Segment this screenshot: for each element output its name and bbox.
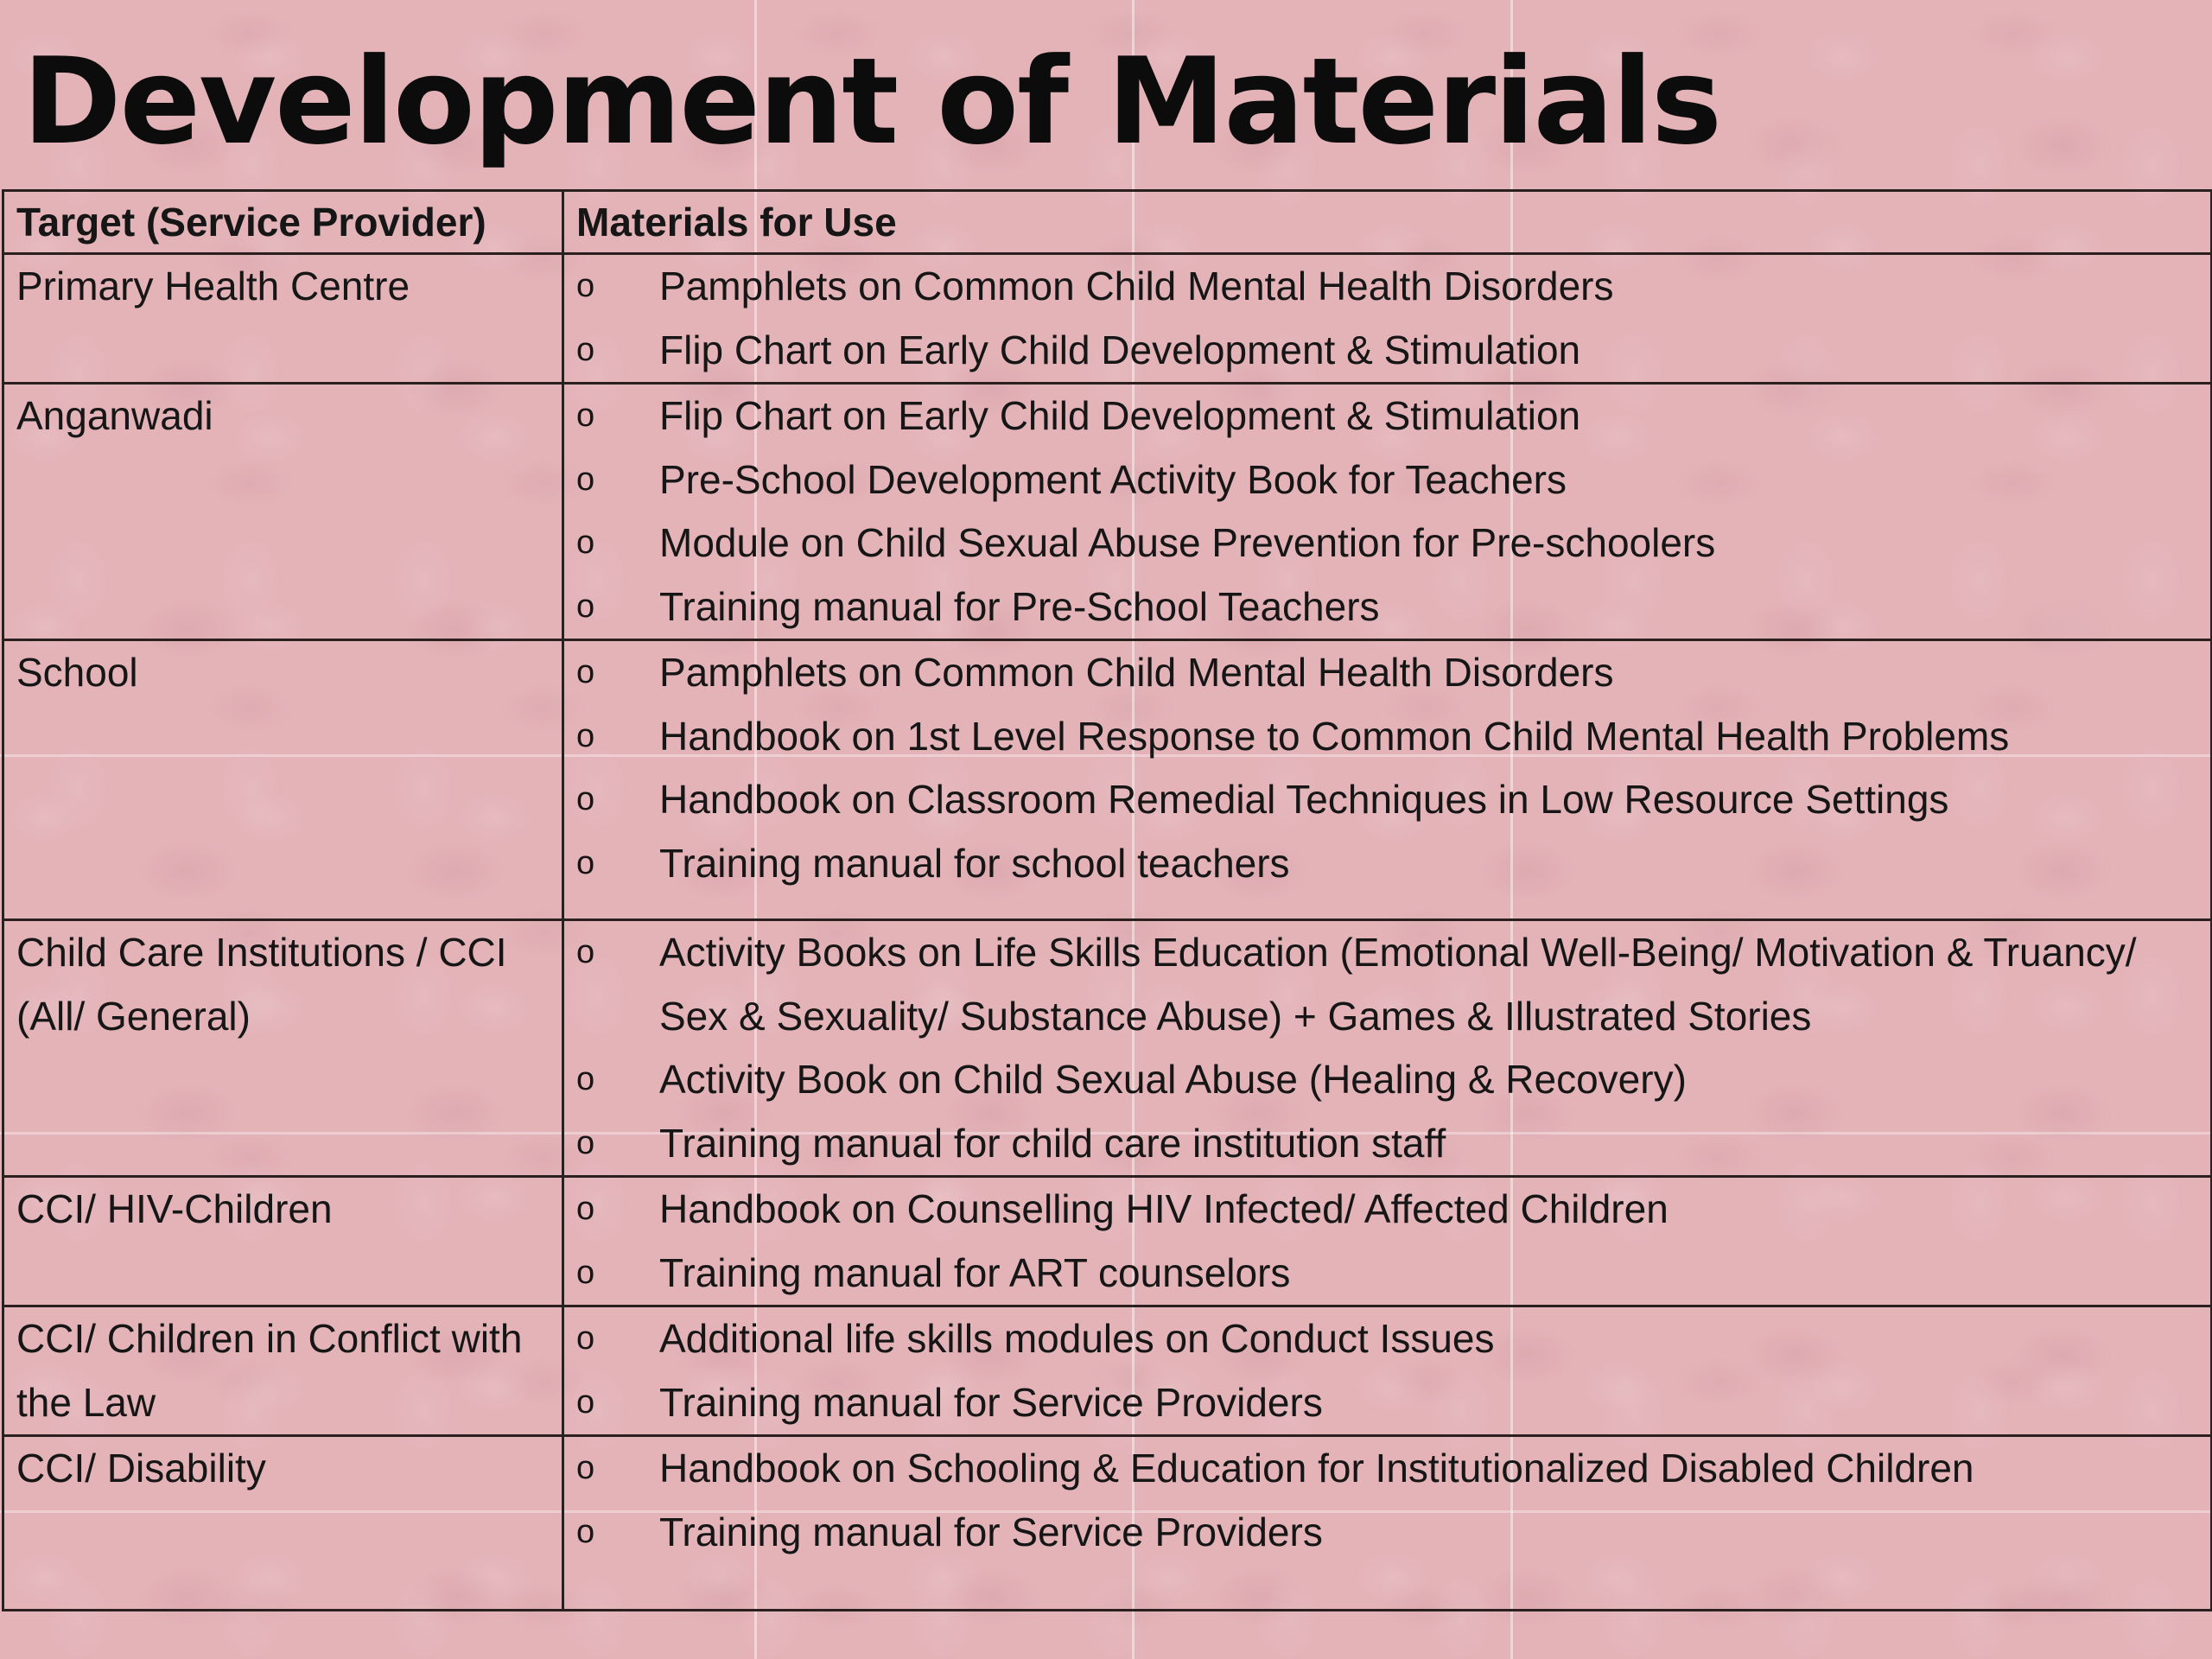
list-item [576,319,2198,383]
material-text: Training manual for school teachers [659,840,1290,886]
table-row [3,384,2212,640]
materials-list [576,255,2198,382]
list-item [576,1307,2198,1371]
material-text: Additional life skills modules on Conduct Issues [659,1316,1495,1361]
list-item [576,385,2198,448]
table-row [3,1306,2212,1436]
provider-name: CCI/ Disability [16,1446,266,1491]
material-text: Flip Chart on Early Child Development & Stimulation [659,393,1581,438]
material-text: Activity Books on Life Skills Education (Emotional Well-Being/ Motivation & Truancy/ Sex & Sexuality/ Substance Abuse) + Games & Illustrated Stories [659,930,2137,1039]
circle-bullet-icon: o [576,1124,595,1161]
material-text: Handbook on 1st Level Response to Common Child Mental Health Problems [659,713,2010,759]
circle-bullet-icon: o [576,781,595,817]
provider-name: School [16,650,138,695]
table-row [3,254,2212,384]
materials-list [576,921,2198,1175]
list-item [576,255,2198,319]
circle-bullet-icon: o [576,1254,595,1291]
circle-bullet-icon: o [576,717,595,754]
material-text: Activity Book on Child Sexual Abuse (Healing & Recovery) [659,1057,1687,1102]
table-row [3,1177,2212,1306]
list-item [576,921,2198,1048]
materials-list [576,1437,2198,1564]
list-item [576,1501,2198,1565]
circle-bullet-icon: o [576,1383,595,1421]
list-item [576,1178,2198,1242]
circle-bullet-icon: o [576,1513,595,1550]
materials-list [576,385,2198,639]
circle-bullet-icon: o [576,1320,595,1357]
table-row [3,640,2212,920]
material-text: Training manual for child care institution staff [659,1120,1446,1166]
table-row [3,1436,2212,1611]
list-item [576,1242,2198,1306]
circle-bullet-icon: o [576,331,595,368]
circle-bullet-icon: o [576,1450,595,1486]
provider-name: Child Care Institutions / CCI (All/ General) [16,930,507,1039]
list-item [576,1112,2198,1176]
column-header-target: Target (Service Provider) [3,191,563,254]
material-text: Training manual for Pre-School Teachers [659,583,1380,629]
circle-bullet-icon: o [576,588,595,625]
list-item [576,1048,2198,1112]
circle-bullet-icon: o [576,461,595,498]
list-item [576,512,2198,575]
circle-bullet-icon: o [576,524,595,561]
circle-bullet-icon: o [576,654,595,690]
materials-list [576,641,2198,895]
material-text: Training manual for Service Providers [659,1509,1323,1554]
circle-bullet-icon: o [576,1191,595,1227]
circle-bullet-icon: o [576,844,595,881]
circle-bullet-icon: o [576,1061,595,1097]
list-item [576,832,2198,896]
circle-bullet-icon: o [576,268,595,304]
material-text: Pamphlets on Common Child Mental Health Disorders [659,264,1614,308]
material-text: Training manual for Service Providers [659,1379,1323,1425]
list-item [576,575,2198,639]
material-text: Pre-School Development Activity Book for Teachers [659,456,1567,502]
list-item [576,1371,2198,1435]
provider-name: Primary Health Centre [16,264,410,308]
circle-bullet-icon: o [576,934,595,970]
materials-list [576,1307,2198,1434]
material-text: Module on Child Sexual Abuse Prevention for Pre-schoolers [659,520,1716,565]
material-text: Handbook on Schooling & Education for Institutionalized Disabled Children [659,1446,1974,1491]
column-header-materials: Materials for Use [563,191,2212,254]
provider-name: CCI/ Children in Conflict with the Law [16,1316,523,1425]
materials-list [576,1178,2198,1305]
material-text: Handbook on Counselling HIV Infected/ Affected Children [659,1186,1669,1231]
list-item [576,705,2198,769]
provider-name: Anganwadi [16,393,213,438]
table-row [3,920,2212,1177]
list-item [576,448,2198,512]
list-item [576,1437,2198,1501]
page-title: Development of Materials [22,32,1721,171]
material-text: Flip Chart on Early Child Development & Stimulation [659,327,1581,372]
circle-bullet-icon: o [576,397,595,434]
list-item [576,768,2198,832]
material-text: Handbook on Classroom Remedial Techniques in Low Resource Settings [659,777,1949,822]
material-text: Pamphlets on Common Child Mental Health Disorders [659,650,1614,695]
table-header-row [3,191,2212,254]
material-text: Training manual for ART counselors [659,1249,1291,1295]
provider-name: CCI/ HIV-Children [16,1186,333,1231]
materials-table [2,189,2212,1611]
list-item [576,641,2198,705]
